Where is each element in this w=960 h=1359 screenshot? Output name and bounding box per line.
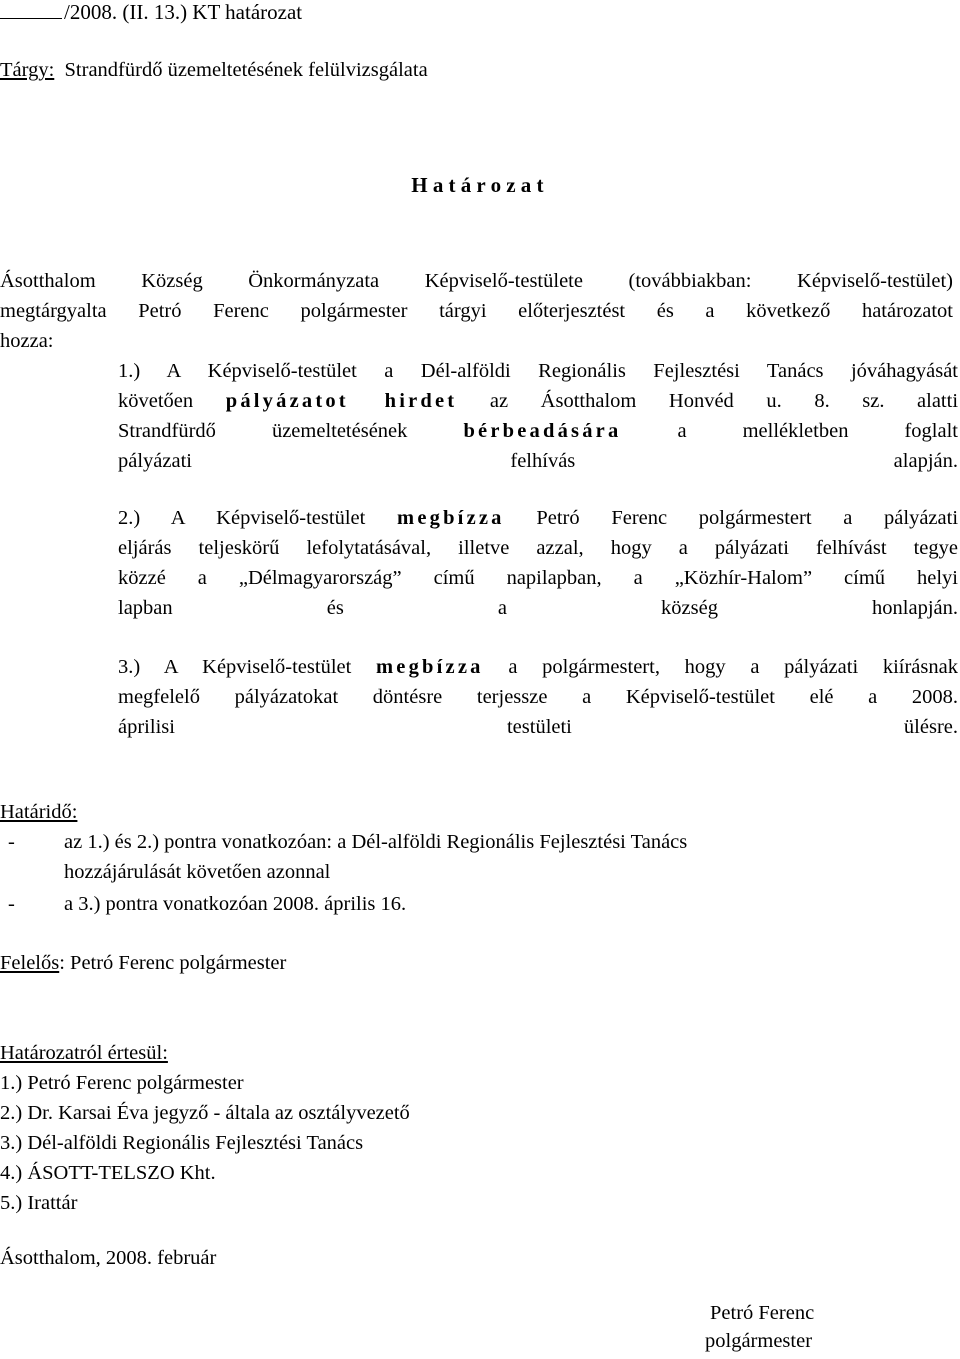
item-line: lapban és a község honlapján.	[118, 597, 958, 619]
responsible-label: Felelős	[0, 952, 60, 974]
list-dash: -	[8, 893, 15, 915]
intro-line: hozza:	[0, 330, 54, 352]
emphasis-text: megbízza	[376, 656, 484, 678]
emphasis-text: pályázatot hirdet	[225, 390, 458, 412]
resolution-item-3	[0, 652, 960, 752]
intro-line: megtárgyalta Petró Ferenc polgármester tárgyi előterjesztést és a következő határozatot	[0, 300, 953, 322]
responsible-line	[0, 952, 286, 975]
item-line: áprilisi testületi ülésre.	[118, 716, 958, 738]
intro-paragraph	[0, 266, 953, 356]
deadline-text: hozzájárulását követően azonnal	[64, 861, 331, 883]
subject-line	[0, 59, 428, 82]
resolution-number	[0, 0, 302, 25]
list-dash: -	[8, 831, 15, 853]
responsible-text: : Petró Ferenc polgármester	[59, 952, 287, 974]
intro-line: Ásotthalom Község Önkormányzata Képviselő-testülete (továbbiakban: Képviselő-testület)	[0, 270, 953, 292]
deadline-text: az 1.) és 2.) pontra vonatkozóan: a Dél-alföldi Regionális Fejlesztési Tanács	[64, 831, 688, 853]
number-blank	[0, 0, 62, 19]
notified-label: Határozatról értesül:	[0, 1042, 168, 1064]
item-line: pályázati felhívás alapján.	[118, 450, 958, 472]
deadline-list	[0, 831, 960, 926]
item-number: 1.)	[118, 360, 141, 382]
item-body	[118, 356, 958, 476]
resolution-title: Határozat	[411, 173, 549, 197]
item-line: megfelelő pályázatokat döntésre terjessze a Képviselő-testület elé a 2008.	[118, 686, 958, 708]
signature-name: Petró Ferenc	[710, 1302, 815, 1324]
notified-item: 1.) Petró Ferenc polgármester	[0, 1072, 244, 1094]
item-line: 2.) A Képviselő-testület megbízza Petró Ferenc polgármestert a pályázati	[118, 507, 959, 529]
notified-item: 3.) Dél-alföldi Regionális Fejlesztési Tanács	[0, 1132, 364, 1154]
item-body	[118, 503, 958, 623]
item-line: Strandfürdő üzemeltetésének bérbeadására a mellékletben foglalt	[118, 420, 958, 442]
notified-item: 5.) Irattár	[0, 1192, 78, 1214]
notified-item: 2.) Dr. Karsai Éva jegyző - általa az osztályvezető	[0, 1102, 410, 1124]
subject-text: Strandfürdő üzemeltetésének felülvizsgálata	[64, 59, 428, 81]
item-number: 3.)	[118, 656, 141, 678]
resolution-item-1	[0, 356, 960, 486]
item-number: 2.)	[118, 507, 141, 529]
item-line: 3.) A Képviselő-testület megbízza a polgármestert, hogy a pályázati kiírásnak	[118, 656, 958, 678]
subject-label: Tárgy:	[0, 59, 55, 81]
resolution-item-2	[0, 503, 960, 633]
item-line: eljárás teljeskörű lefolytatásával, illetve azzal, hogy a pályázati felhívást tegye	[118, 537, 958, 559]
deadline-label: Határidő:	[0, 801, 78, 823]
resolution-ref: /2008. (II. 13.) KT határozat	[64, 0, 303, 24]
deadline-text: a 3.) pontra vonatkozóan 2008. április 16.	[64, 893, 407, 915]
place-date: Ásotthalom, 2008. február	[0, 1247, 217, 1269]
emphasis-text: megbízza	[397, 507, 505, 529]
item-line: 1.) A Képviselő-testület a Dél-alföldi Regionális Fejlesztési Tanács jóváhagyását	[118, 360, 958, 382]
item-line: közzé a „Délmagyarország” című napilapban, a „Közhír-Halom” című helyi	[118, 567, 958, 589]
item-line: követően pályázatot hirdet az Ásotthalom Honvéd u. 8. sz. alatti	[118, 390, 959, 412]
item-body	[118, 652, 958, 742]
notified-item: 4.) ÁSOTT-TELSZO Kht.	[0, 1162, 216, 1184]
signature-title: polgármester	[705, 1330, 813, 1352]
emphasis-text: bérbeadására	[463, 420, 622, 442]
